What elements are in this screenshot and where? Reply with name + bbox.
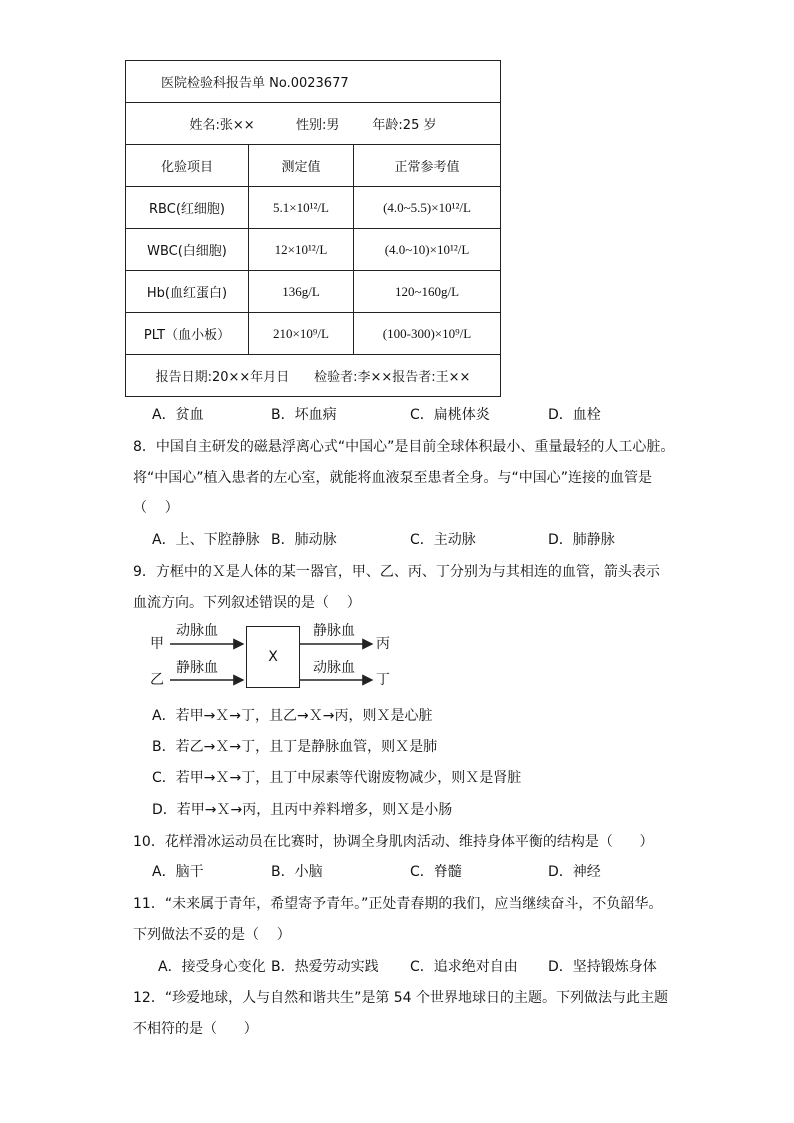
q8-answer-bracket: （ ）: [133, 500, 179, 516]
cell-item: WBC(白细胞): [126, 229, 249, 271]
q8-option-b[interactable]: B．肺动脉: [271, 532, 337, 548]
header-item: 化验项目: [126, 145, 249, 187]
label-artery-blood-2: 动脉血: [313, 660, 355, 676]
q10-stem: 10．花样滑冰运动员在比赛时，协调全身肌肉活动、维持身体平衡的结构是（ ）: [133, 834, 654, 850]
q10-option-a[interactable]: A．脑干: [152, 864, 204, 880]
q7-option-c[interactable]: C．扁桃体炎: [410, 407, 490, 423]
label-artery-blood-1: 动脉血: [176, 623, 218, 639]
q8-option-a[interactable]: A．上、下腔静脉: [152, 532, 260, 548]
cell-reference: 120~160g/L: [354, 271, 501, 313]
header-value: 测定值: [249, 145, 354, 187]
table-row: [126, 313, 501, 355]
q11-option-d[interactable]: D．坚持锻炼身体: [548, 959, 657, 975]
report-title: 医院检验科报告单 No.0023677: [126, 61, 501, 103]
q9-stem-line1: 9．方框中的Ｘ是人体的某一器官，甲、乙、丙、丁分别为与其相连的血管，箭头表示: [133, 564, 660, 580]
q11-stem-line2: 下列做法不妥的是（ ）: [133, 927, 291, 943]
q9-option-a[interactable]: A．若甲→Ｘ→丁，且乙→Ｘ→丙，则Ｘ是心脏: [152, 708, 433, 724]
cell-item: Hb(血红蛋白): [126, 271, 249, 313]
blood-flow-diagram: [150, 620, 410, 700]
cell-item: RBC(红细胞): [126, 187, 249, 229]
q9-option-b[interactable]: B．若乙→Ｘ→丁，且丁是静脉血管，则Ｘ是肺: [152, 739, 438, 755]
cell-reference: (4.0~10)×10¹²/L: [354, 229, 501, 271]
cell-value: 5.1×10¹²/L: [249, 187, 354, 229]
q9-option-d[interactable]: D．若甲→Ｘ→丙，且丙中养料增多，则Ｘ是小肠: [152, 802, 453, 818]
cell-reference: (4.0~5.5)×10¹²/L: [354, 187, 501, 229]
label-jia: 甲: [150, 636, 164, 652]
label-ding: 丁: [376, 672, 390, 688]
q10-option-b[interactable]: B．小脑: [271, 864, 323, 880]
q10-option-c[interactable]: C．脊髓: [410, 864, 462, 880]
table-row: [126, 229, 501, 271]
q9-option-c[interactable]: C．若甲→Ｘ→丁，且丁中尿素等代谢废物减少，则Ｘ是肾脏: [152, 770, 522, 786]
label-bing: 丙: [376, 636, 390, 652]
patient-info: 姓名:张×× 性别:男 年龄:25 岁: [126, 103, 501, 145]
cell-reference: (100-300)×10⁹/L: [354, 313, 501, 355]
q11-stem-line1: 11．“未来属于青年，希望寄予青年。”正处青春期的我们，应当继续奋斗，不负韶华。: [133, 896, 663, 912]
q11-option-c[interactable]: C．追求绝对自由: [410, 959, 518, 975]
q8-option-c[interactable]: C．主动脉: [410, 532, 476, 548]
q11-option-a[interactable]: A．接受身心变化: [158, 959, 266, 975]
q9-stem-line2: 血流方向。下列叙述错误的是（ ）: [133, 595, 361, 611]
q7-option-b[interactable]: B．坏血病: [271, 407, 337, 423]
organ-x-box: X: [246, 626, 300, 688]
header-reference: 正常参考值: [354, 145, 501, 187]
q12-stem-line2: 不相符的是（ ）: [133, 1021, 258, 1037]
report-footer: 报告日期:20××年月日 检验者:李××报告者:王××: [126, 355, 501, 397]
q10-option-d[interactable]: D．神经: [548, 864, 601, 880]
q11-option-b[interactable]: B．热爱劳动实践: [271, 959, 379, 975]
cell-value: 12×10¹²/L: [249, 229, 354, 271]
label-yi: 乙: [150, 672, 164, 688]
table-row: [126, 187, 501, 229]
label-vein-blood-2: 静脉血: [313, 623, 355, 639]
table-row: [126, 271, 501, 313]
cell-item: PLT（血小板）: [126, 313, 249, 355]
label-vein-blood-1: 静脉血: [176, 660, 218, 676]
q12-stem-line1: 12．“珍爱地球，人与自然和谐共生”是第 54 个世界地球日的主题。下列做法与此主题: [133, 990, 669, 1006]
lab-report-table: [125, 60, 501, 397]
cell-value: 136g/L: [249, 271, 354, 313]
q7-option-d[interactable]: D．血栓: [548, 407, 601, 423]
q8-stem-line1: 8．中国自主研发的磁悬浮离心式“中国心”是目前全球体积最小、重量最轻的人工心脏。: [133, 439, 675, 455]
cell-value: 210×10⁹/L: [249, 313, 354, 355]
q8-option-d[interactable]: D．肺静脉: [548, 532, 615, 548]
q8-stem-line2: 将“中国心”植入患者的左心室，就能将血液泵至患者全身。与“中国心”连接的血管是: [133, 470, 653, 486]
q7-option-a[interactable]: A．贫血: [152, 407, 204, 423]
